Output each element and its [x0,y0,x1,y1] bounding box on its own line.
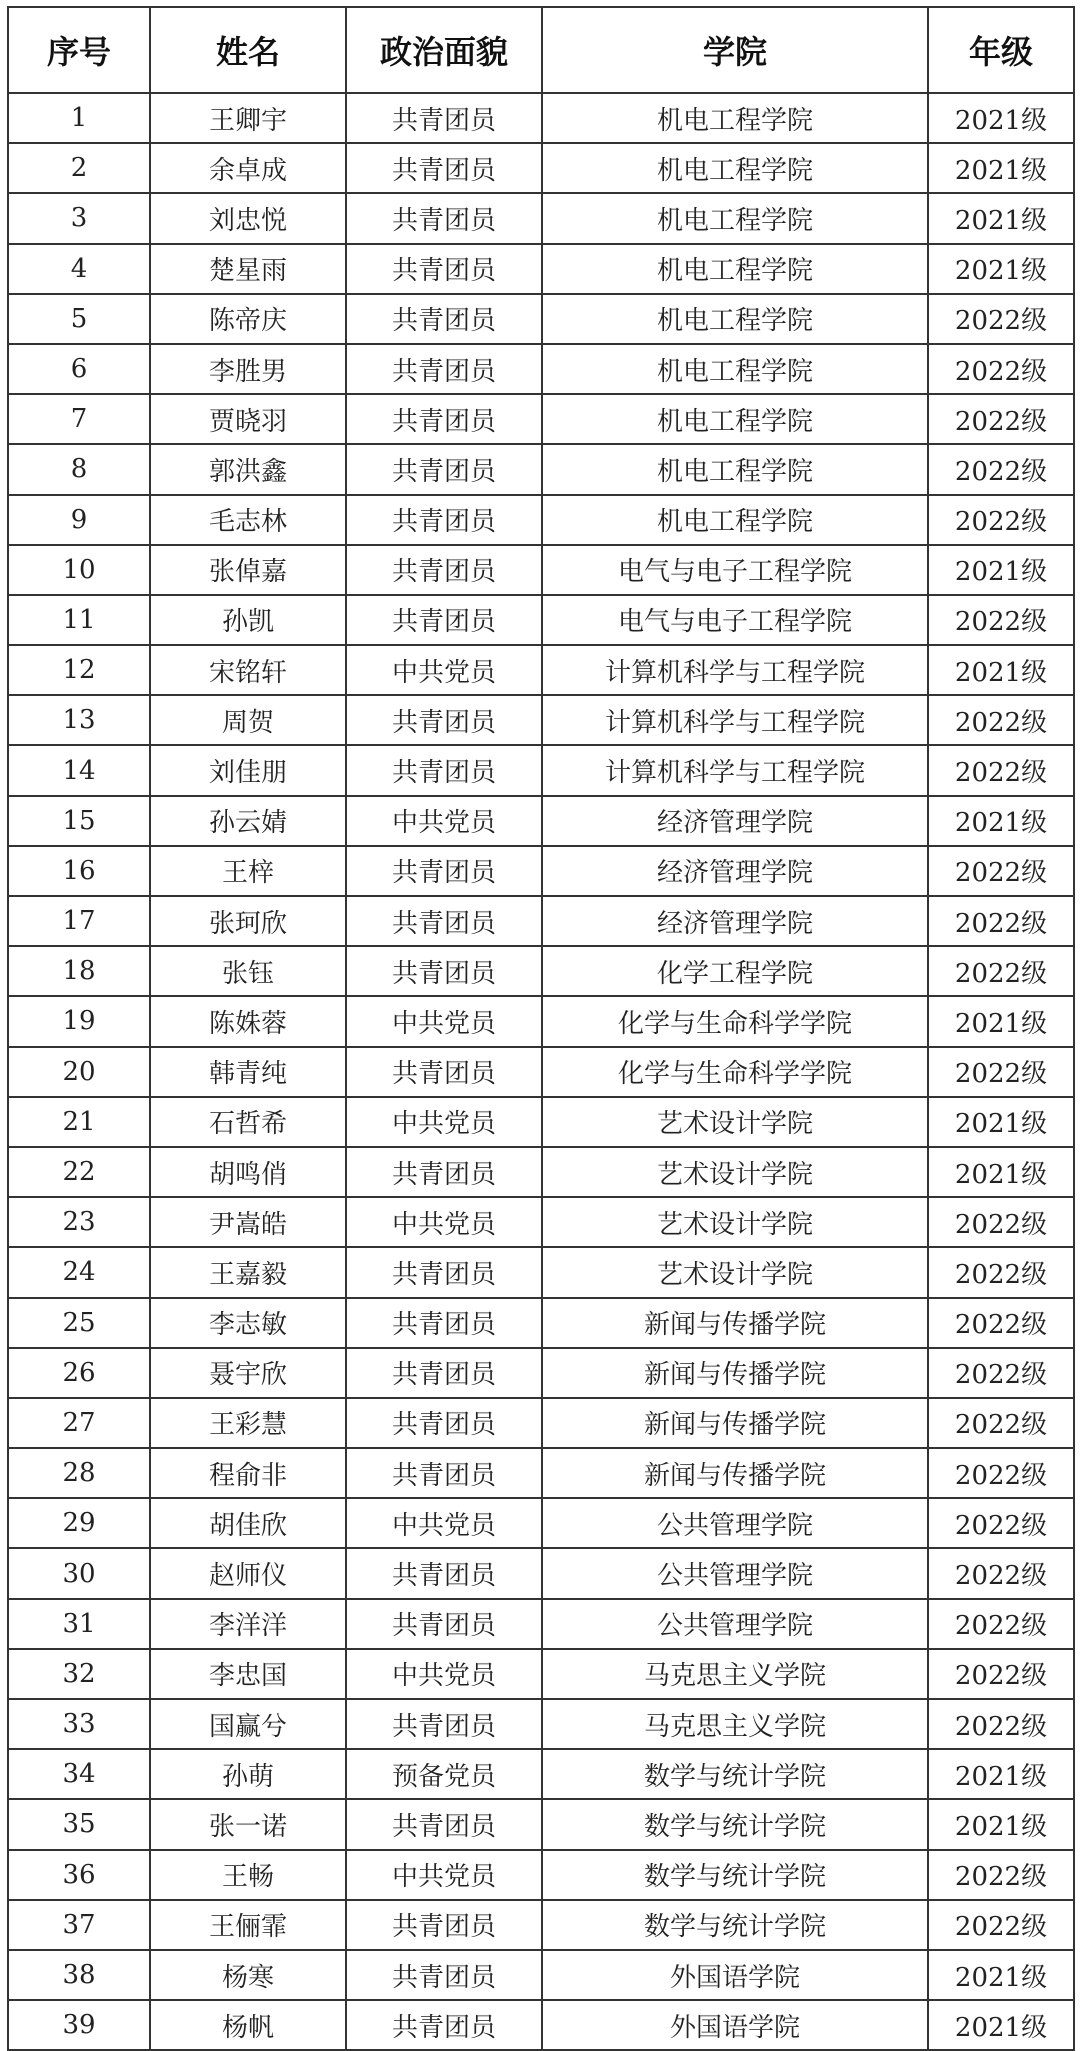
table-row [8,545,1074,595]
cell-index: 15 [8,796,150,846]
table-row [8,1097,1074,1147]
table-row [8,1448,1074,1498]
table-row [8,946,1074,996]
cell-name: 王梓 [150,846,346,896]
cell-college: 计算机科学与工程学院 [542,745,928,795]
cell-college: 艺术设计学院 [542,1197,928,1247]
cell-name: 韩青纯 [150,1047,346,1097]
cell-index: 19 [8,996,150,1046]
table-row [8,745,1074,795]
cell-grade: 2022级 [928,1548,1074,1598]
cell-name: 王俪霏 [150,1900,346,1950]
cell-college: 艺术设计学院 [542,1097,928,1147]
cell-grade: 2021级 [928,645,1074,695]
cell-political-status: 共青团员 [346,595,542,645]
cell-grade: 2021级 [928,545,1074,595]
table-row [8,294,1074,344]
table-row [8,1247,1074,1297]
cell-college: 化学与生命科学学院 [542,1047,928,1097]
cell-college: 经济管理学院 [542,846,928,896]
cell-college: 机电工程学院 [542,294,928,344]
cell-college: 外国语学院 [542,2000,928,2050]
cell-political-status: 共青团员 [346,1699,542,1749]
table-body [8,93,1074,2050]
cell-grade: 2021级 [928,143,1074,193]
cell-political-status: 共青团员 [346,2000,542,2050]
cell-college: 马克思主义学院 [542,1649,928,1699]
cell-grade: 2022级 [928,695,1074,745]
cell-college: 机电工程学院 [542,444,928,494]
cell-political-status: 共青团员 [346,946,542,996]
header-row [8,7,1074,93]
cell-grade: 2021级 [928,244,1074,294]
cell-grade: 2022级 [928,1448,1074,1498]
cell-political-status: 共青团员 [346,193,542,243]
cell-grade: 2021级 [928,1147,1074,1197]
cell-index: 32 [8,1649,150,1699]
cell-name: 程俞非 [150,1448,346,1498]
cell-political-status: 共青团员 [346,1950,542,2000]
cell-name: 贾晓羽 [150,394,346,444]
table-row [8,1749,1074,1799]
cell-college: 艺术设计学院 [542,1247,928,1297]
cell-name: 郭洪鑫 [150,444,346,494]
cell-index: 37 [8,1900,150,1950]
cell-grade: 2022级 [928,495,1074,545]
cell-college: 计算机科学与工程学院 [542,695,928,745]
cell-college: 数学与统计学院 [542,1799,928,1849]
cell-political-status: 中共党员 [346,1197,542,1247]
cell-name: 张钰 [150,946,346,996]
cell-grade: 2022级 [928,1247,1074,1297]
table-row [8,896,1074,946]
cell-name: 李忠国 [150,1649,346,1699]
table-row [8,1197,1074,1247]
table-row [8,1047,1074,1097]
table-row [8,1147,1074,1197]
header-name: 姓名 [150,7,346,93]
cell-name: 李志敏 [150,1298,346,1348]
cell-index: 16 [8,846,150,896]
cell-name: 周贺 [150,695,346,745]
student-roster-table [7,6,1075,2051]
cell-political-status: 共青团员 [346,745,542,795]
cell-index: 21 [8,1097,150,1147]
cell-name: 胡佳欣 [150,1498,346,1548]
cell-political-status: 共青团员 [346,244,542,294]
cell-name: 毛志林 [150,495,346,545]
cell-college: 新闻与传播学院 [542,1298,928,1348]
cell-name: 杨帆 [150,2000,346,2050]
cell-index: 38 [8,1950,150,2000]
cell-college: 机电工程学院 [542,193,928,243]
cell-college: 外国语学院 [542,1950,928,2000]
cell-political-status: 中共党员 [346,1097,542,1147]
cell-grade: 2021级 [928,193,1074,243]
cell-college: 公共管理学院 [542,1498,928,1548]
cell-grade: 2022级 [928,1498,1074,1548]
cell-name: 孙凯 [150,595,346,645]
cell-college: 新闻与传播学院 [542,1448,928,1498]
cell-political-status: 共青团员 [346,1047,542,1097]
header-political-status: 政治面貌 [346,7,542,93]
cell-grade: 2022级 [928,1398,1074,1448]
cell-index: 39 [8,2000,150,2050]
cell-college: 化学工程学院 [542,946,928,996]
cell-name: 王彩慧 [150,1398,346,1448]
cell-political-status: 预备党员 [346,1749,542,1799]
cell-index: 10 [8,545,150,595]
cell-index: 7 [8,394,150,444]
cell-name: 孙萌 [150,1749,346,1799]
cell-grade: 2022级 [928,294,1074,344]
cell-index: 18 [8,946,150,996]
cell-index: 6 [8,344,150,394]
cell-grade: 2021级 [928,2000,1074,2050]
cell-grade: 2021级 [928,93,1074,143]
cell-index: 17 [8,896,150,946]
cell-college: 机电工程学院 [542,394,928,444]
cell-name: 赵师仪 [150,1548,346,1598]
cell-college: 数学与统计学院 [542,1850,928,1900]
cell-grade: 2022级 [928,1649,1074,1699]
cell-name: 刘忠悦 [150,193,346,243]
cell-name: 王畅 [150,1850,346,1900]
cell-name: 宋铭轩 [150,645,346,695]
cell-index: 27 [8,1398,150,1448]
cell-name: 王嘉毅 [150,1247,346,1297]
cell-college: 机电工程学院 [542,344,928,394]
cell-index: 31 [8,1599,150,1649]
table-row [8,1799,1074,1849]
table-row [8,143,1074,193]
cell-grade: 2022级 [928,595,1074,645]
cell-index: 28 [8,1448,150,1498]
table-row [8,444,1074,494]
cell-index: 5 [8,294,150,344]
cell-name: 李胜男 [150,344,346,394]
cell-political-status: 共青团员 [346,1799,542,1849]
cell-index: 30 [8,1548,150,1598]
cell-grade: 2021级 [928,1749,1074,1799]
cell-name: 张倬嘉 [150,545,346,595]
cell-name: 刘佳朋 [150,745,346,795]
cell-college: 马克思主义学院 [542,1699,928,1749]
cell-political-status: 共青团员 [346,695,542,745]
cell-index: 34 [8,1749,150,1799]
cell-political-status: 共青团员 [346,344,542,394]
cell-political-status: 共青团员 [346,1298,542,1348]
cell-name: 张一诺 [150,1799,346,1849]
table-row [8,996,1074,1046]
cell-grade: 2022级 [928,1850,1074,1900]
cell-political-status: 中共党员 [346,645,542,695]
cell-index: 20 [8,1047,150,1097]
cell-political-status: 共青团员 [346,896,542,946]
cell-college: 电气与电子工程学院 [542,545,928,595]
table-row [8,1398,1074,1448]
cell-name: 张珂欣 [150,896,346,946]
table-row [8,93,1074,143]
table-row [8,244,1074,294]
cell-political-status: 中共党员 [346,796,542,846]
cell-political-status: 共青团员 [346,495,542,545]
cell-college: 机电工程学院 [542,143,928,193]
cell-college: 数学与统计学院 [542,1900,928,1950]
table-row [8,1498,1074,1548]
cell-college: 公共管理学院 [542,1599,928,1649]
cell-name: 石哲希 [150,1097,346,1147]
cell-political-status: 共青团员 [346,1247,542,1297]
cell-index: 25 [8,1298,150,1348]
header-college: 学院 [542,7,928,93]
table-row [8,645,1074,695]
cell-grade: 2022级 [928,946,1074,996]
cell-index: 2 [8,143,150,193]
cell-college: 艺术设计学院 [542,1147,928,1197]
cell-index: 36 [8,1850,150,1900]
cell-political-status: 中共党员 [346,1498,542,1548]
cell-college: 计算机科学与工程学院 [542,645,928,695]
cell-name: 余卓成 [150,143,346,193]
cell-name: 王卿宇 [150,93,346,143]
cell-political-status: 共青团员 [346,143,542,193]
cell-grade: 2022级 [928,1348,1074,1398]
cell-political-status: 中共党员 [346,1850,542,1900]
cell-grade: 2022级 [928,846,1074,896]
cell-name: 孙云婧 [150,796,346,846]
cell-name: 陈帝庆 [150,294,346,344]
table-row [8,1548,1074,1598]
cell-grade: 2022级 [928,1197,1074,1247]
cell-college: 电气与电子工程学院 [542,595,928,645]
table-row [8,1649,1074,1699]
cell-grade: 2022级 [928,1900,1074,1950]
header-index: 序号 [8,7,150,93]
cell-political-status: 共青团员 [346,1348,542,1398]
cell-index: 13 [8,695,150,745]
cell-political-status: 共青团员 [346,545,542,595]
cell-political-status: 共青团员 [346,1147,542,1197]
cell-political-status: 共青团员 [346,1548,542,1598]
cell-college: 新闻与传播学院 [542,1348,928,1398]
cell-index: 26 [8,1348,150,1398]
cell-grade: 2021级 [928,1799,1074,1849]
cell-name: 杨寒 [150,1950,346,2000]
cell-grade: 2021级 [928,796,1074,846]
cell-grade: 2022级 [928,1599,1074,1649]
cell-index: 22 [8,1147,150,1197]
cell-college: 机电工程学院 [542,495,928,545]
cell-grade: 2022级 [928,896,1074,946]
cell-name: 聂宇欣 [150,1348,346,1398]
table-row [8,595,1074,645]
cell-index: 4 [8,244,150,294]
cell-political-status: 共青团员 [346,1398,542,1448]
cell-political-status: 中共党员 [346,1649,542,1699]
table-row [8,1850,1074,1900]
cell-college: 数学与统计学院 [542,1749,928,1799]
cell-name: 国赢兮 [150,1699,346,1749]
cell-name: 楚星雨 [150,244,346,294]
cell-name: 陈姝蓉 [150,996,346,1046]
cell-grade: 2022级 [928,745,1074,795]
cell-index: 35 [8,1799,150,1849]
cell-political-status: 中共党员 [346,996,542,1046]
cell-college: 经济管理学院 [542,896,928,946]
cell-college: 机电工程学院 [542,93,928,143]
cell-index: 9 [8,495,150,545]
table-row [8,796,1074,846]
table-row [8,495,1074,545]
table-row [8,846,1074,896]
cell-political-status: 共青团员 [346,93,542,143]
table-row [8,394,1074,444]
table-row [8,1699,1074,1749]
cell-college: 公共管理学院 [542,1548,928,1598]
cell-political-status: 共青团员 [346,1448,542,1498]
table-row [8,344,1074,394]
cell-political-status: 共青团员 [346,846,542,896]
table-row [8,1348,1074,1398]
cell-index: 8 [8,444,150,494]
cell-political-status: 共青团员 [346,444,542,494]
table-row [8,695,1074,745]
cell-index: 14 [8,745,150,795]
cell-index: 33 [8,1699,150,1749]
cell-grade: 2022级 [928,1699,1074,1749]
cell-index: 12 [8,645,150,695]
table-row [8,1900,1074,1950]
table-row [8,2000,1074,2050]
cell-college: 新闻与传播学院 [542,1398,928,1448]
cell-grade: 2022级 [928,344,1074,394]
cell-name: 尹嵩皓 [150,1197,346,1247]
cell-grade: 2022级 [928,1047,1074,1097]
cell-index: 23 [8,1197,150,1247]
cell-name: 胡鸣俏 [150,1147,346,1197]
cell-college: 经济管理学院 [542,796,928,846]
table-row [8,193,1074,243]
cell-political-status: 共青团员 [346,1900,542,1950]
cell-college: 化学与生命科学学院 [542,996,928,1046]
cell-grade: 2021级 [928,1097,1074,1147]
cell-index: 29 [8,1498,150,1548]
table-row [8,1950,1074,2000]
cell-index: 11 [8,595,150,645]
cell-political-status: 共青团员 [346,394,542,444]
cell-index: 3 [8,193,150,243]
cell-grade: 2022级 [928,444,1074,494]
cell-name: 李洋洋 [150,1599,346,1649]
table-row [8,1599,1074,1649]
cell-college: 机电工程学院 [542,244,928,294]
cell-index: 24 [8,1247,150,1297]
cell-grade: 2021级 [928,996,1074,1046]
cell-grade: 2022级 [928,1298,1074,1348]
cell-grade: 2022级 [928,394,1074,444]
header-grade: 年级 [928,7,1074,93]
cell-index: 1 [8,93,150,143]
cell-political-status: 共青团员 [346,1599,542,1649]
cell-grade: 2021级 [928,1950,1074,2000]
cell-political-status: 共青团员 [346,294,542,344]
table-row [8,1298,1074,1348]
